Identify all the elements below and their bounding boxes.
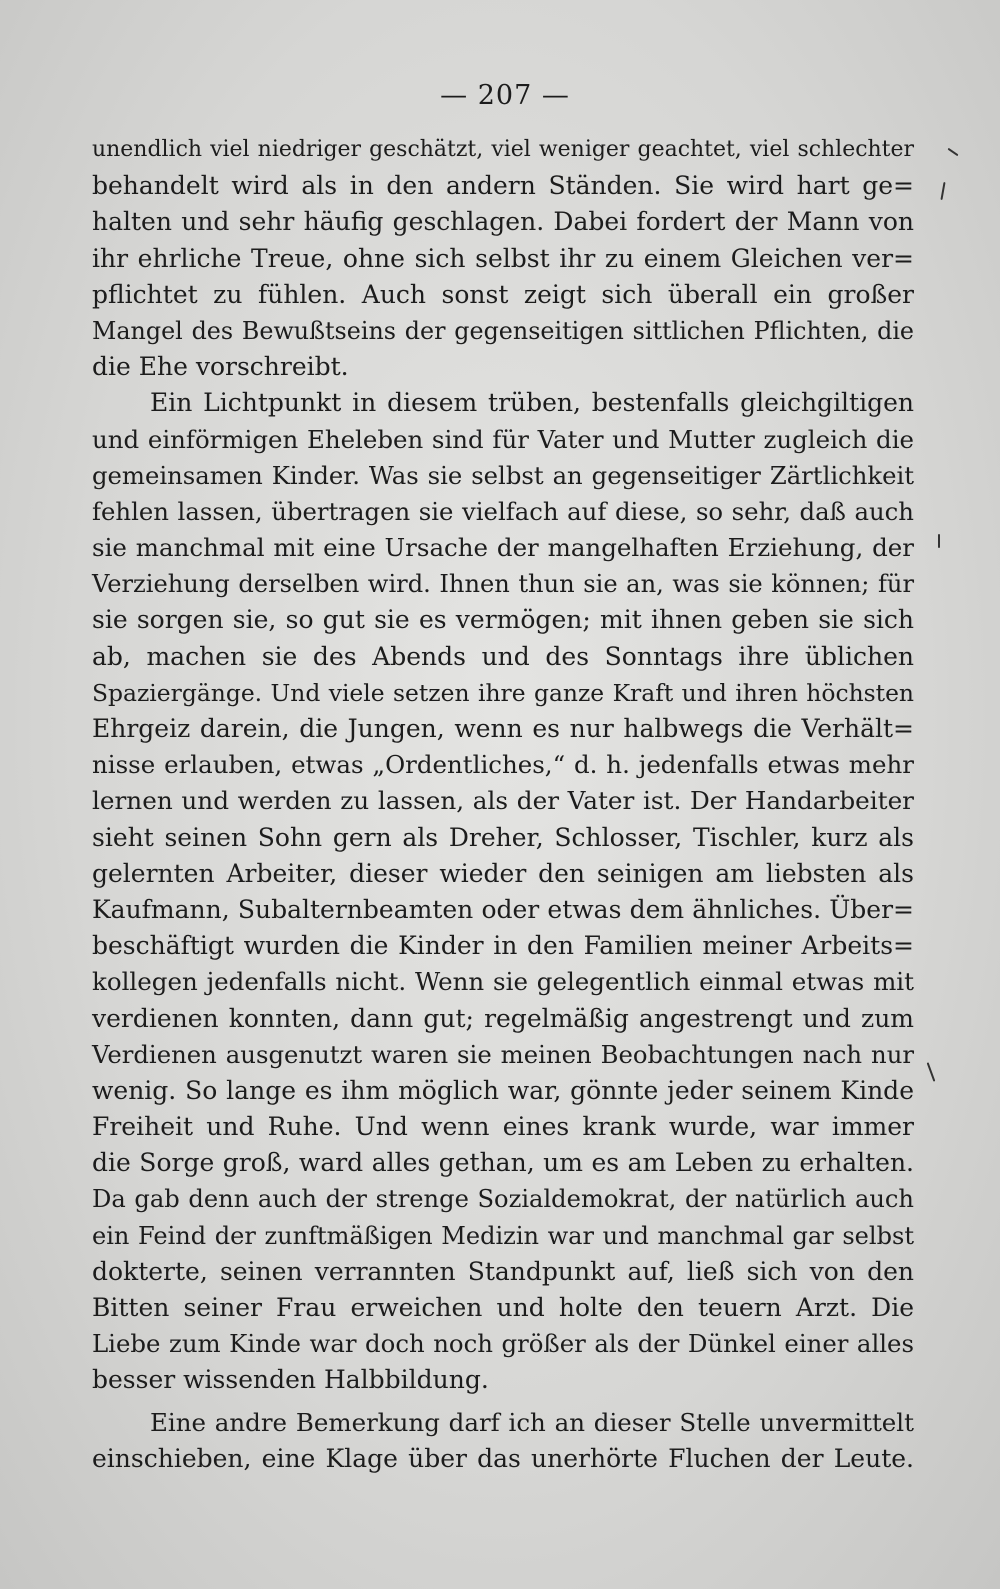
text-line: gelernten Arbeiter, dieser wieder den seinigen am liebsten als bbox=[92, 858, 914, 888]
text-line: Liebe zum Kinde war doch noch größer als der Dünkel einer alles bbox=[92, 1329, 914, 1359]
text-line: ab, machen sie des Abends und des Sonntags ihre üblichen bbox=[92, 641, 914, 671]
paragraph-3 bbox=[92, 1405, 914, 1477]
text-line: Verdienen ausgenutzt waren sie meinen Beobachtungen nach nur bbox=[92, 1039, 914, 1069]
text-line: Ein Lichtpunkt in diesem trüben, bestenfalls gleichgiltigen bbox=[150, 388, 914, 418]
text-line: nisse erlauben, etwas „Ordentliches,“ d. h. jedenfalls etwas mehr bbox=[92, 750, 914, 780]
text-line: Ehrgeiz darein, die Jungen, wenn es nur halbwegs die Verhält= bbox=[92, 714, 914, 743]
text-line: wenig. So lange es ihm möglich war, gönnte jeder seinem Kinde bbox=[92, 1075, 914, 1105]
text-line: besser wissenden Halbbildung. bbox=[92, 1365, 489, 1395]
text-line: die Sorge groß, ward alles gethan, um es am Leben zu erhalten. bbox=[92, 1148, 914, 1178]
text-line: unendlich viel niedriger geschätzt, viel weniger geachtet, viel schlechter bbox=[92, 137, 914, 162]
text-line: sie manchmal mit eine Ursache der mangelhaften Erziehung, der bbox=[92, 533, 914, 563]
text-line: beschäftigt wurden die Kinder in den Familien meiner Arbeits= bbox=[92, 931, 914, 961]
text-line: Spaziergänge. Und viele setzen ihre ganze Kraft und ihren höchsten bbox=[92, 678, 914, 707]
body-text bbox=[92, 132, 914, 1477]
text-line: Freiheit und Ruhe. Und wenn eines krank wurde, war immer bbox=[92, 1112, 914, 1142]
text-line: Bitten seiner Frau erweichen und holte den teuern Arzt. Die bbox=[92, 1293, 914, 1322]
text-line: sieht seinen Sohn gern als Dreher, Schlosser, Tischler, kurz als bbox=[92, 822, 914, 852]
text-line: pflichtet zu fühlen. Auch sonst zeigt sich überall ein großer bbox=[92, 279, 914, 309]
text-line: lernen und werden zu lassen, als der Vater ist. Der Handarbeiter bbox=[92, 786, 914, 816]
text-line: halten und sehr häufig geschlagen. Dabei fordert der Mann von bbox=[92, 207, 914, 237]
text-line: Eine andre Bemerkung darf ich an dieser Stelle unvermittelt bbox=[150, 1407, 914, 1437]
text-line: Mangel des Bewußtseins der gegenseitigen sittlichen Pflichten, die bbox=[92, 316, 914, 345]
text-line: Da gab denn auch der strenge Sozialdemokrat, der natürlich auch bbox=[92, 1185, 914, 1214]
text-line: ihr ehrliche Treue, ohne sich selbst ihr zu einem Gleichen ver= bbox=[92, 243, 914, 273]
text-line: kollegen jedenfalls nicht. Wenn sie gelegentlich einmal etwas mit bbox=[92, 967, 914, 997]
text-line: gemeinsamen Kinder. Was sie selbst an gegenseitiger Zärtlichkeit bbox=[92, 460, 914, 490]
text-line: ein Feind der zunftmäßigen Medizin war und manchmal gar selbst bbox=[92, 1221, 914, 1250]
text-line: Kaufmann, Subalternbeamten oder etwas dem ähnliches. Über= bbox=[92, 894, 914, 924]
margin-mark bbox=[940, 182, 945, 200]
text-line: sie sorgen sie, so gut sie es vermögen; mit ihnen geben sie sich bbox=[92, 605, 914, 635]
margin-mark bbox=[927, 1062, 936, 1081]
text-line: die Ehe vorschreibt. bbox=[92, 352, 349, 382]
margin-mark bbox=[938, 534, 940, 548]
paragraph-2 bbox=[92, 385, 914, 1398]
text-line: Verziehung derselben wird. Ihnen thun sie an, was sie können; für bbox=[92, 570, 914, 599]
text-line: und einförmigen Eheleben sind für Vater und Mutter zugleich die bbox=[92, 424, 914, 454]
text-line: behandelt wird als in den andern Ständen. Sie wird hart ge= bbox=[92, 171, 914, 201]
text-line: verdienen konnten, dann gut; regelmäßig angestrengt und zum bbox=[92, 1003, 914, 1033]
text-line: einschieben, eine Klage über das unerhörte Fluchen der Leute. bbox=[92, 1443, 914, 1473]
text-line: dokterte, seinen verrannten Standpunkt auf, ließ sich von den bbox=[92, 1256, 914, 1286]
page-number: — 207 — bbox=[440, 80, 570, 111]
text-line: fehlen lassen, übertragen sie vielfach auf diese, so sehr, daß auch bbox=[92, 496, 914, 526]
paragraph-1 bbox=[92, 132, 914, 385]
margin-mark bbox=[948, 148, 959, 157]
